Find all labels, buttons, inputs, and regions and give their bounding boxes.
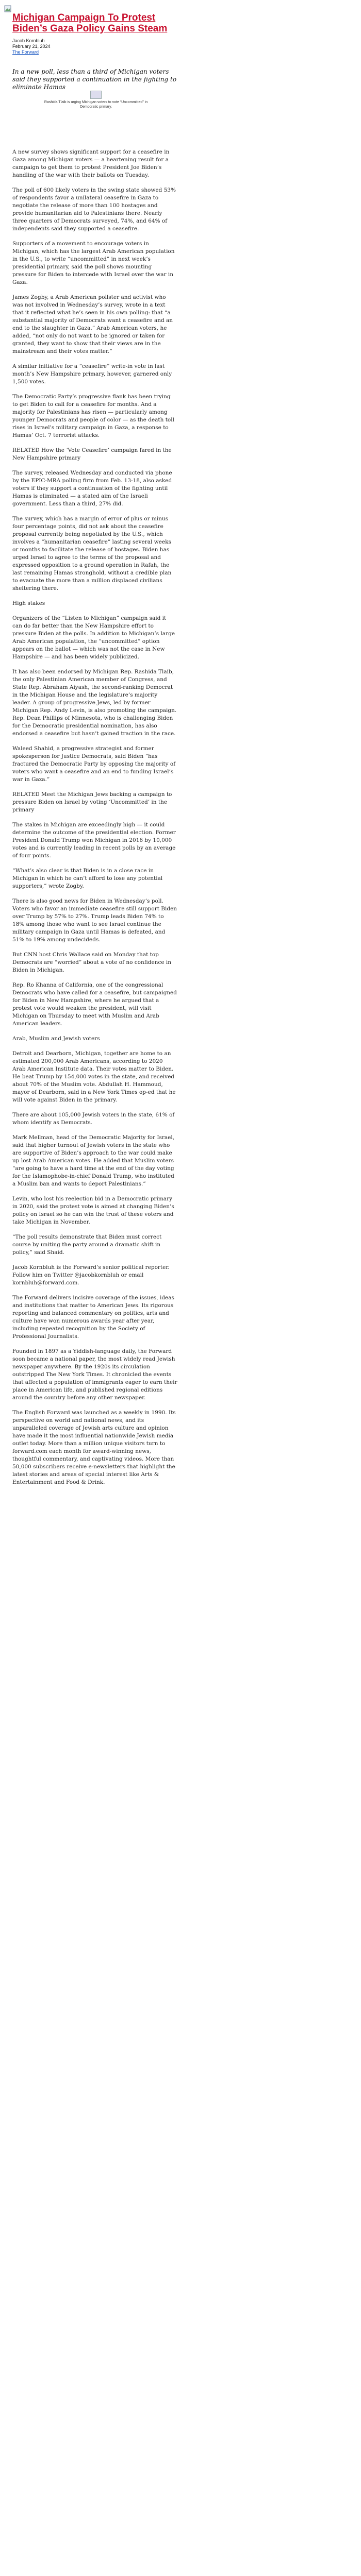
author: Jacob Kornbluh (12, 38, 45, 43)
article-paragraph: Waleed Shahid, a progressive strategist and former spokesperson for Justice Democrats, said Biden “has fractured the Democratic Party by opposing the majority of voters who want a ceasefire and an end to funding Israel’s war in Gaza.” (12, 745, 176, 783)
article-paragraph: “What’s also clear is that Biden is in a close race in Michigan in which he can’t afford to lose any potential supporters,” wrote Zogby. (12, 868, 163, 889)
article-paragraph: The English Forward was launched as a weekly in 1990. Its perspective on world and national news, and its unparalleled coverage of Jewish arts culture and opinion have made it the most influential nationwide Jewish media outlet today. More than a million unique visitors turn to forward.com each month for award-winning news, thoughtful commentary, and captivating videos. More than 50,000 subscribers receive e-newsletters that highlight the latest stories and areas of special interest like Arts & Entertainment and Food & Drink. (12, 1410, 176, 1485)
article-paragraph: The poll of 600 likely voters in the swing state showed 53% of respondents favor a unilateral ceasefire in Gaza to negotiate the release of more than 100 hostages and provide humanitarian aid to Palestinians there. Nearly three quarters of Democrats surveyed, 74%, and 64% of independents said they supported a ceasefire. (12, 187, 176, 232)
outlet-link[interactable]: The Forward (12, 49, 39, 55)
article-paragraph: James Zogby, a Arab American pollster and activist who was not involved in Wednesday’s survey, wrote in a text that it reflected what he’s seen in his own polling: that “a substantial majority of Democrats want a ceasefire and an end to the slaughter in Gaza.” Arab American voters, he added, “not only do not want to be ignored or taken for granted, they want to show that their views are in the mainstream and their votes matter.” (12, 294, 173, 354)
article-paragraph: But CNN host Chris Wallace said on Monday that top Democrats are “worried” about a vote of no confidence in Biden in Michigan. (12, 952, 171, 973)
lead-image (36, 91, 156, 109)
article-paragraph: RELATED Meet the Michigan Jews backing a campaign to pressure Biden on Israel by voting ‘Uncommitted’ in the primary (12, 791, 172, 813)
article-paragraph: “The poll results demonstrate that Biden must correct course by uniting the party around a dramatic shift in policy,” said Shaid. (12, 1234, 162, 1256)
article-paragraph: Organizers of the “Listen to Michigan” campaign said it can do far better than the New Hampshire effort to pressure Biden at the polls. In addition to Michigan’s large Arab American population, the “uncommitted” option appears on the ballot — which was not the case in New Hampshire — and has been widely publicized. (12, 615, 175, 660)
article-paragraph: Rep. Ro Khanna of California, one of the congressional Democrats who have called for a ceasefire, but campaigned for Biden in New Hampshire, where he argued that a protest vote would weaken the president, will visit Michigan on Thursday to meet with Muslim and Arab American leaders. (12, 982, 177, 1027)
article-body (12, 148, 177, 1494)
article-paragraph: Mark Mellman, head of the Democratic Majority for Israel, said that higher turnout of Jewish voters in the state who are supportive of Biden’s approach to the war could make up lost Arab American votes. He added that Muslim voters “are going to have a hard time at the end of the day voting for the Islamophobe-in-chief Donald Trump, who instituted a Muslim ban and wants to deport Palestinians.” (12, 1134, 175, 1187)
article-paragraph: There is also good news for Biden in Wednesday’s poll. Voters who favor an immediate ceasefire still support Biden over Trump by 57% to 27%. Trump leads Biden 74% to 18% among those who want to see Israel continue the military campaign in Gaza until Hamas is defeated, and 51% to 19% among undecideds. (12, 898, 177, 943)
article-paragraph: The survey, which has a margin of error of plus or minus four percentage points, did not ask about the ceasefire proposal currently being negotiated by the U.S., which involves a “humanitarian ceasefire” lasting several weeks or months to facilitate the release of hostages. Biden has urged Israel to agree to the terms of the proposal and expressed opposition to a ground operation in Rafah, the last remaining Hamas stronghold, without a credible plan to evacuate the more than a million displaced civilians sheltering there. (12, 516, 172, 591)
article-meta (12, 38, 51, 55)
article-paragraph: A new survey shows significant support for a ceasefire in Gaza among Michigan voters — a heartening result for a campaign to get them to protest President Joe Biden’s handling of the war with their ballots on Tuesday. (12, 149, 170, 178)
article-paragraph: The survey, released Wednesday and conducted via phone by the EPIC-MRA polling firm from Feb. 13-18, also asked voters if they support a continuation of the fighting until Hamas is eliminated — a stated aim of the Israeli government. Less than a third, 27% did. (12, 470, 172, 507)
article-paragraph: Levin, who lost his reelection bid in a Democratic primary in 2020, said the protest vote is aimed at changing Biden’s policy on Israel so he can win the trust of these voters and take Michigan in November. (12, 1196, 174, 1225)
article-paragraph: Founded in 1897 as a Yiddish-language daily, the Forward soon became a national paper, the most widely read Jewish newspaper anywhere. By the 1920s its circulation outstripped The New York Times. It chronicled the events that affected a population of immigrants eager to earn their place in American life, and published regional editions around the country before any other newspaper. (12, 1348, 177, 1401)
article-paragraph: The Forward delivers incisive coverage of the issues, ideas and institutions that matter to American Jews. Its rigorous reporting and balanced commentary on politics, arts and culture have won numerous awards year after year, including repeated recognition by the Society of Professional Journalists. (12, 1295, 174, 1340)
article-paragraph: There are about 105,000 Jewish voters in the state, 61% of whom identify as Democrats. (12, 1112, 175, 1126)
section-subheading: Arab, Muslim and Jewish voters (12, 1036, 100, 1042)
section-subheading: High stakes (12, 600, 45, 606)
article-dek: In a new poll, less than a third of Michigan voters said they supported a continuation in the fighting to eliminate Hamas (12, 68, 177, 91)
publish-date: February 21, 2024 (12, 44, 51, 49)
article-headline[interactable]: Michigan Campaign To Protest Biden’s Gaza Policy Gains Steam (12, 12, 168, 34)
article-paragraph: Detroit and Dearborn, Michigan, together are home to an estimated 200,000 Arab Americans, according to 2020 Arab American Institute data. Their votes matter to Biden. He beat Trump by 154,000 votes in the state, and received about 70% of the Muslim vote. Abdullah H. Hammoud, mayor of Dearborn, said in a New York Times op-ed that he will vote against Biden in the primary. (12, 1050, 176, 1103)
broken-photo-icon (90, 91, 102, 99)
broken-image-icon (4, 5, 11, 12)
article-paragraph: It has also been endorsed by Michigan Rep. Rashida Tlaib, the only Palestinian American member of Congress, and State Rep. Abraham Aiyash, the second-ranking Democrat in the Michigan House and the legislature’s majority leader. A group of progressive Jews, led by former Michigan Rep. Andy Levin, is also promoting the campaign. Rep. Dean Phillips of Minnesota, who is challenging Biden for the Democratic presidential nomination, has also endorsed a ceasefire but hasn’t gained traction in the race. (12, 669, 177, 737)
article-paragraph: Supporters of a movement to encourage voters in Michigan, which has the largest Arab American population in the U.S., to write “uncommitted” in next week’s presidential primary, said the poll shows mounting pressure for Biden to intercede with Israel over the war in Gaza. (12, 241, 175, 285)
article-paragraph: A similar initiative for a “ceasefire” write-in vote in last month’s New Hampshire primary, however, garnered only 1,500 votes. (12, 363, 172, 385)
article-paragraph: The Democratic Party’s progressive flank has been trying to get Biden to call for a ceasefire for months. And a majority for Palestinians has risen — particularly among younger Democrats and people of color — as the death toll rises in Israel’s military campaign in Gaza, a response to Hamas’ Oct. 7 terrorist attacks. (12, 394, 174, 438)
article-paragraph: The stakes in Michigan are exceedingly high — it could determine the outcome of the presidential election. Former President Donald Trump won Michigan in 2016 by 10,000 votes and is currently leading in recent polls by an average of four points. (12, 822, 176, 859)
article-paragraph: RELATED How the ‘Vote Ceasefire’ campaign fared in the New Hampshire primary (12, 447, 172, 461)
article-paragraph: Jacob Kornbluh is the Forward’s senior political reporter. Follow him on Twitter @jacobkornbluh or email kornbluh@forward.com. (12, 1264, 170, 1286)
image-caption: Rashida Tlaib is urging Michigan voters to vote “Uncommitted” in Democratic primary. (44, 100, 148, 109)
